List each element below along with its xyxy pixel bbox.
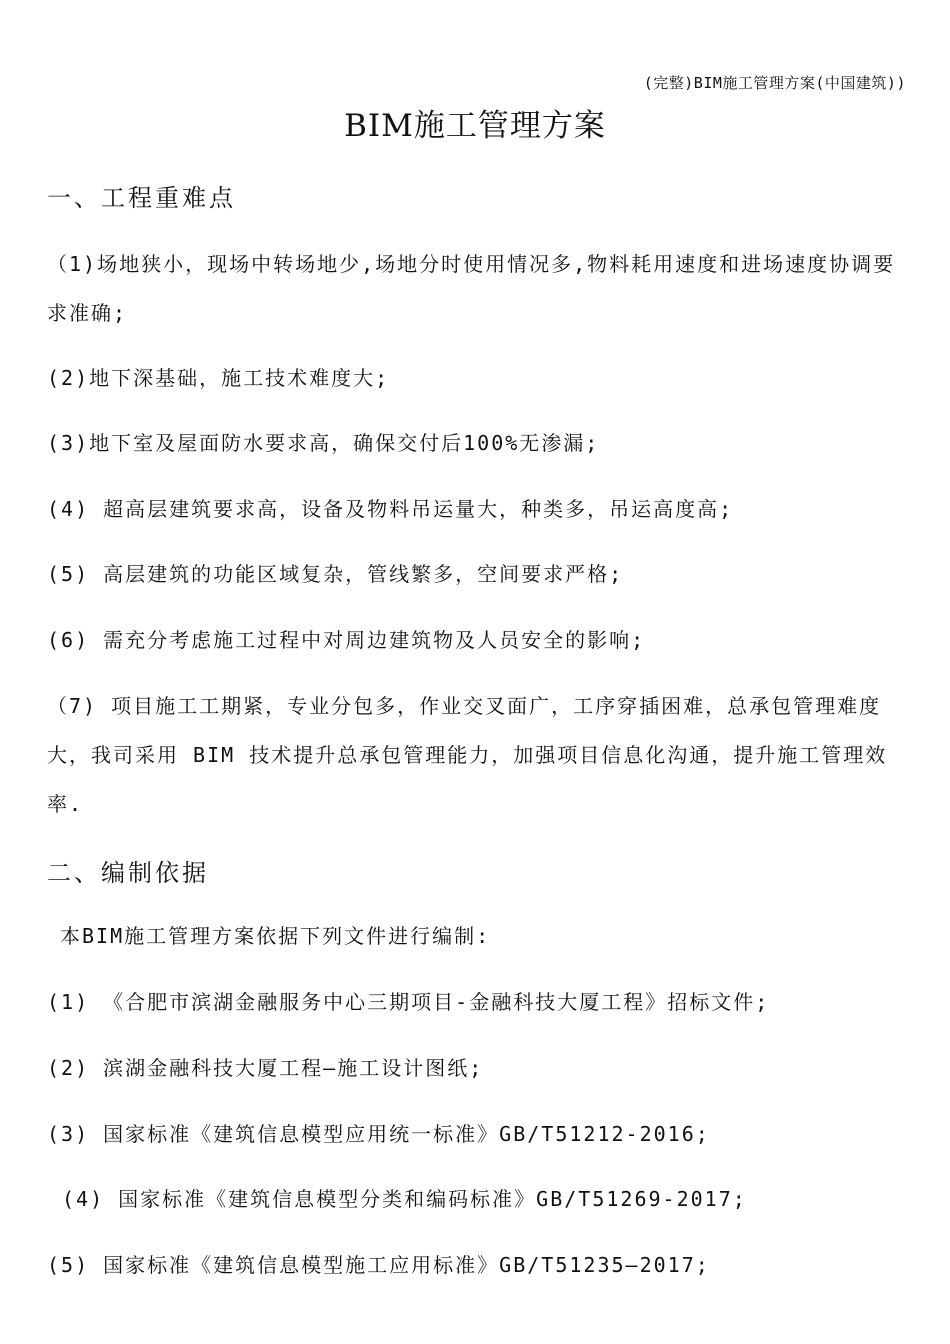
difficulty-item-3: (3)地下室及屋面防水要求高，确保交付后100%无渗漏; — [47, 431, 600, 455]
difficulty-item-6: (6) 需充分考虑施工过程中对周边建筑物及人员安全的影响; — [47, 628, 646, 652]
document-title: BIM施工管理方案 — [344, 108, 606, 144]
basis-item-3: (3) 国家标准《建筑信息模型应用统一标准》GB/T51212-2016; — [47, 1122, 710, 1146]
basis-item-5: (5) 国家标准《建筑信息模型施工应用标准》GB/T51235—2017; — [47, 1253, 710, 1277]
difficulty-item-2: (2)地下深基础，施工技术难度大; — [47, 366, 390, 390]
section-heading-difficulties: 一、工程重难点 — [47, 184, 236, 212]
basis-intro: 本BIM施工管理方案依据下列文件进行编制: — [60, 924, 491, 948]
basis-item-2: (2) 滨湖金融科技大厦工程—施工设计图纸; — [47, 1056, 484, 1080]
section-heading-basis: 二、编制依据 — [47, 859, 209, 887]
running-header: (完整)BIM施工管理方案(中国建筑)) — [643, 74, 906, 92]
difficulty-item-7: （7) 项目施工工期紧，专业分包多，作业交叉面广，工序穿插困难，总承包管理难度大，我司采用 BIM 技术提升总承包管理能力，加强项目信息化沟通，提升施工管理效率. — [47, 694, 888, 816]
basis-item-1: (1) 《合肥市滨湖金融服务中心三期项目-金融科技大厦工程》招标文件; — [47, 990, 770, 1014]
difficulty-item-4: (4) 超高层建筑要求高，设备及物料吊运量大，种类多，吊运高度高; — [47, 497, 734, 521]
difficulty-item-1: （1)场地狭小，现场中转场地少,场地分时使用情况多,物料耗用速度和进场速度协调要求准确; — [47, 252, 896, 325]
basis-item-4: (4) 国家标准《建筑信息模型分类和编码标准》GB/T51269-2017; — [62, 1187, 747, 1211]
difficulty-item-5: (5) 高层建筑的功能区域复杂，管线繁多，空间要求严格; — [47, 562, 624, 586]
